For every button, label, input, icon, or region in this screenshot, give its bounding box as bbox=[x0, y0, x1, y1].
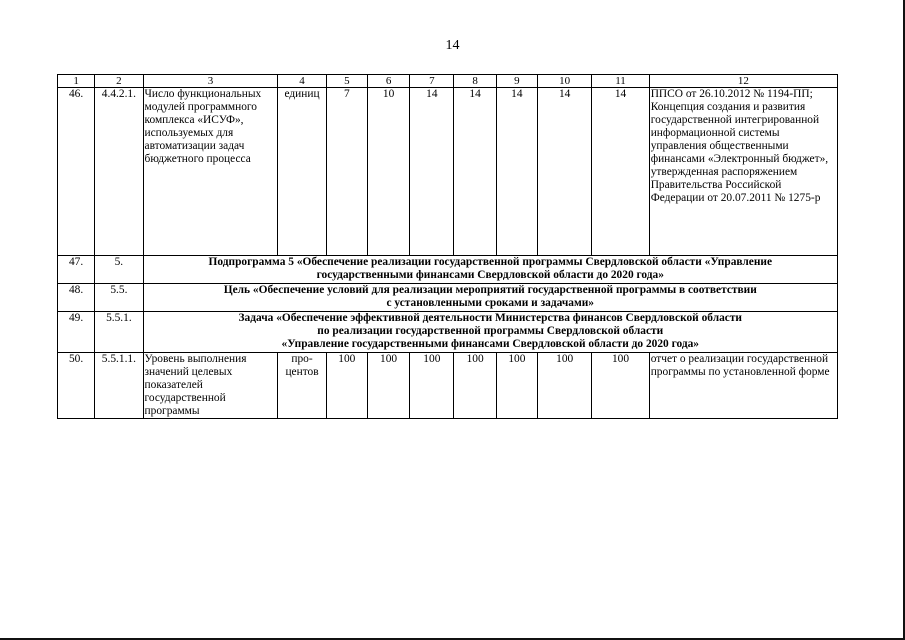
column-header: 2 bbox=[95, 75, 143, 88]
row-number: 47. bbox=[58, 256, 95, 284]
value-cell: 100 bbox=[326, 353, 367, 419]
value-cell: 100 bbox=[496, 353, 537, 419]
table-row bbox=[58, 312, 838, 353]
row-code: 4.4.2.1. bbox=[95, 88, 143, 256]
unit-of-measure: про-центов bbox=[278, 353, 326, 419]
value-cell: 14 bbox=[410, 88, 454, 256]
source-document: отчет о реализации государственной программы по установленной форме bbox=[649, 353, 837, 419]
column-header: 12 bbox=[649, 75, 837, 88]
row-code: 5.5. bbox=[95, 284, 143, 312]
value-cell: 14 bbox=[592, 88, 649, 256]
value-cell: 100 bbox=[367, 353, 409, 419]
column-header: 7 bbox=[410, 75, 454, 88]
value-cell: 14 bbox=[538, 88, 592, 256]
goal-heading bbox=[143, 284, 837, 312]
column-number-row bbox=[58, 75, 838, 88]
row-number: 49. bbox=[58, 312, 95, 353]
table-row bbox=[58, 284, 838, 312]
column-header: 5 bbox=[326, 75, 367, 88]
subprogram-heading bbox=[143, 256, 837, 284]
column-header: 3 bbox=[143, 75, 278, 88]
value-cell: 7 bbox=[326, 88, 367, 256]
value-cell: 100 bbox=[410, 353, 454, 419]
column-header: 4 bbox=[278, 75, 326, 88]
column-header: 8 bbox=[454, 75, 496, 88]
heading-line: с установленными сроками и задачами» bbox=[386, 297, 595, 309]
column-header: 10 bbox=[538, 75, 592, 88]
value-cell: 100 bbox=[454, 353, 496, 419]
row-number: 46. bbox=[58, 88, 95, 256]
value-cell: 100 bbox=[538, 353, 592, 419]
indicator-name: Уровень выполнения значений целевых показателей государственной программы bbox=[143, 353, 278, 419]
heading-line: Подпрограмма 5 «Обеспечение реализации государственной программы Свердловской области «Управление bbox=[208, 256, 773, 268]
heading-line: Цель «Обеспечение условий для реализации мероприятий государственной программы в соответствии bbox=[223, 284, 757, 296]
value-cell: 10 bbox=[367, 88, 409, 256]
value-cell: 100 bbox=[592, 353, 649, 419]
heading-line: государственными финансами Свердловской области до 2020 года» bbox=[316, 269, 664, 281]
heading-line: Задача «Обеспечение эффективной деятельности Министерства финансов Свердловской области bbox=[238, 312, 742, 324]
column-header: 9 bbox=[496, 75, 537, 88]
unit-of-measure: единиц bbox=[278, 88, 326, 256]
column-header: 1 bbox=[58, 75, 95, 88]
value-cell: 14 bbox=[454, 88, 496, 256]
indicator-name: Число функциональных модулей программного комплекса «ИСУФ», используемых для автоматизации задач бюджетного процесса bbox=[143, 88, 278, 256]
source-document: ППСО от 26.10.2012 № 1194-ПП; Концепция создания и развития государственной интегрированной информационной системы управления общественными финансами «Электронный бюджет», утвержденная распоряжением Правительства Российской Федерации от 20.07.2011 № 1275-р bbox=[649, 88, 837, 256]
table-row bbox=[58, 88, 838, 256]
table-row bbox=[58, 353, 838, 419]
row-code: 5. bbox=[95, 256, 143, 284]
value-cell: 14 bbox=[496, 88, 537, 256]
indicators-table bbox=[57, 74, 838, 419]
row-code: 5.5.1.1. bbox=[95, 353, 143, 419]
heading-line: по реализации государственной программы Свердловской области bbox=[317, 325, 664, 337]
heading-line: «Управление государственными финансами Свердловской области до 2020 года» bbox=[281, 338, 699, 350]
page-number: 14 bbox=[445, 38, 460, 53]
row-number: 50. bbox=[58, 353, 95, 419]
column-header: 6 bbox=[367, 75, 409, 88]
column-header: 11 bbox=[592, 75, 649, 88]
row-number: 48. bbox=[58, 284, 95, 312]
row-code: 5.5.1. bbox=[95, 312, 143, 353]
task-heading bbox=[143, 312, 837, 353]
table-row bbox=[58, 256, 838, 284]
